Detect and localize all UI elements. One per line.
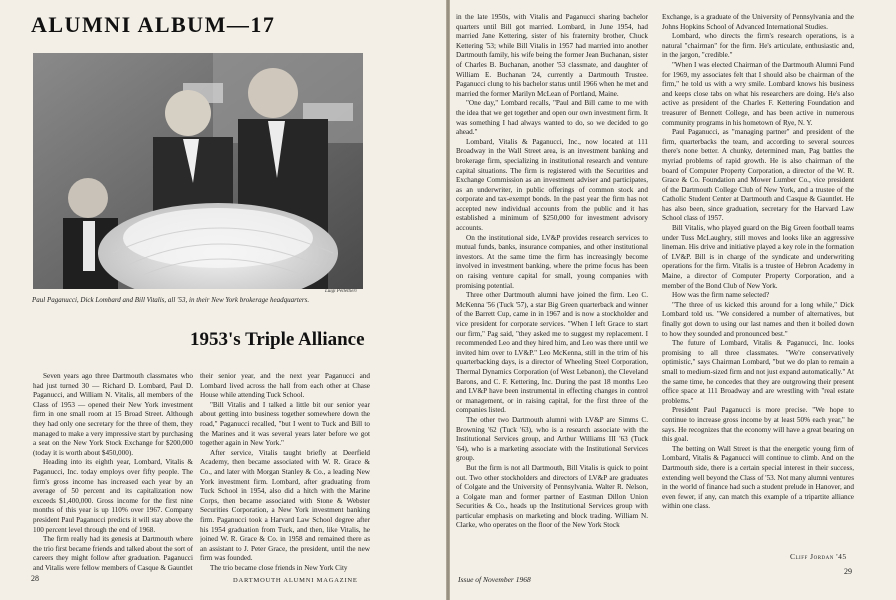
photo-credit: Luigi Pellettieri [325, 289, 357, 294]
issue-date: Issue of November 1968 [458, 575, 531, 584]
paragraph: After service, Vitalis taught briefly at Deerfield Academy, then became associated with W. R. Grace & Co., and later with Morgan Stanley & Co., a leading New York investment firm. Lombard, after graduating from Tuck School in 1954, also did a hitch with the Marine Corps, then became associated with Stone & Webster Securities Corporation, a New York investment banking firm. Paganucci took a Harvard Law School degree after his 1954 graduation from Tuck, and then, like Vitalis, he joined W. R. Grace & Co. in 1958 and remained there as an assistant to J. Peter Grace, the president, until the new firm was founded. [200, 448, 370, 563]
paragraph: The betting on Wall Street is that the energetic young firm of Lombard, Vitalis & Paganucci will continue to climb. And on the Dartmouth side, there is a certain special interest in their success, extending well beyond the Class of '53. Not many alumni ventures in the world of finance had such a student prelude in Hanover, and even fewer, if any, can match this example of a tripartite alliance within one class. [662, 444, 854, 511]
paragraph: The trio became close friends in New York City [210, 563, 348, 572]
right-page [450, 0, 896, 600]
article-photo [33, 53, 363, 289]
paragraph: On the institutional side, LV&P provides research services to mutual funds, banks, insurance companies, and other institutional investors. At the same time the firm has increasingly become involved in investment banking, where the prime focus has been on raising venture capital for small, young companies with promising potential. [456, 233, 648, 290]
paragraph: Three other Dartmouth alumni have joined the firm. Leo C. McKenna '56 (Tuck '57), a star Big Green quarterback and winner of the Barrett Cup, came in in 1967 and is now a stockholder and vice president for corporate services. "When I left Grace to start our firm," Pag said, "they asked me to suggest my replacement. I recommended Leo and they hired him, and Leo was there until we invited him over to LV&P." Leo McKenna, still in the trim of his quarterbacking days, is a director of Wheeling Steel Corporation, Thermal Dynamics Corporation (of West Lebanon), the Cleveland Barons, and C. F. Kettering, Inc. During the past 18 months Leo and LV&P have been instrumental in effecting changes in control or management, or in raising capital, for the first three of the companies listed. [456, 291, 648, 415]
photo-illustration [33, 53, 363, 289]
paragraph: Exchange, is a graduate of the University of Pennsylvania and the Johns Hopkins School of Advanced International Studies. [662, 13, 854, 31]
photo-caption: Paul Paganucci, Dick Lombard and Bill Vitalis, all '53, in their New York brokerage headquarters. [32, 296, 310, 304]
paragraph: Lombard, Vitalis & Paganucci, Inc., now located at 111 Broadway in the Wall Street area, is an investment banking and brokerage firm, specializing in institutional research and venture capital situations. The firm is registered with the Securities and Exchange Commission as an investment adviser and participates, as an underwriter, in public offerings of common stock and corporate and tax-exempt bonds. In the past year the firm has not accepted new individual accounts from the public and it has established a minimum of $250,000 for investment advisory accounts. [456, 137, 648, 233]
left-page [0, 0, 446, 600]
paragraph: The firm really had its genesis at Dartmouth where the trio first became friends and talked about the sort of careers they might follow after graduation. Paganucci and Vitalis were fellow members of Casque & Gauntlet [33, 535, 193, 572]
left-column-2 [200, 372, 370, 586]
paragraph: The future of Lombard, Vitalis & Paganucci, Inc. looks promising to all three classmates. "We're conservatively optimistic," says Chairman Lombard, "but we do plan to remain a small to medium-sized firm and not just expand automatically." At the same time, he concedes that they are outgrowing their present office space at 111 Broadway and are wrestling with "real estate problems." [662, 339, 854, 405]
paragraph: Lombard, who directs the firm's research operations, is a natural "chairman" for the firm. He's articulate, enthusiastic and, in the jargon, "credible." [662, 32, 854, 60]
article-title: 1953's Triple Alliance [190, 329, 365, 350]
paragraph: Bill Vitalis, who played guard on the Big Green football teams under Tuss McLaughry, still moves and looks like an aggressive lineman. His drive and initiative played a key role in the formation of LV&P. Bill is in charge of the syndicate and underwriting operations for the firm. Vitalis is a trustee of Hebron Academy in Maine, a director of Computer Property Corporation, and a member of the Bond Club of New York. [662, 224, 854, 290]
paragraph: "The three of us kicked this around for a long while," Dick Lombard told us. "We considered a number of alternatives, but finally got down to using our last names and then it boiled down to how they sounded and pronounced best." [662, 300, 854, 338]
paragraph: Seven years ago three Dartmouth classmates who had just turned 30 — Richard D. Lombard, Paul D. Paganucci, and William N. Vitalis, all members of the Class of 1953 — opened their New York investment firm in one small room at 15 Broad Street. Although they had only one secretary for the three of them, they managed to make a very impressive start by purchasing a seat on the New York Stock Exchange for $200,000 (today it is worth about $450,000). [33, 372, 193, 457]
paragraph: Heading into its eighth year, Lombard, Vitalis & Paganucci, Inc. today employs over fifty people. The firm's gross income has increased each year by an average of 50 percent and its capitalization now exceeds $1,400,000. Gross income for the first nine months of this year is up 110% over 1967. Company president Paul Paganucci predicts it will stay above the 100 percent level through the end of 1968. [33, 458, 193, 534]
section-title: ALUMNI ALBUM—17 [31, 12, 276, 37]
left-column-1 [33, 372, 193, 586]
paragraph: Paul Paganucci, as "managing partner" and president of the firm, quarterbacks the team, and according to several sources there's none better. A chunky, determined man, Pag battles the myriad problems of rapid growth. He is also chairman of the board of Computer Property Corporation, a director of the W. R. Grace & Co. Foundation and Mower Lumber Co., vice president of the Dartmouth College Club of New York, and a trustee of the Catholic Student Center at Dartmouth and Casque & Gauntlet. He has also been, since graduation, secretary for the Harvard Law School class of 1957. [662, 128, 854, 223]
right-column-1 [456, 13, 648, 568]
paragraph: How was the firm name selected? [672, 291, 770, 300]
paragraph: "Bill Vitalis and I talked a little bit our senior year about getting into business together somewhere down the road," Paganucci recalled, "but I went to Tuck and Bill to the Marines and it was several years later before we got together again in New York." [200, 400, 370, 448]
paragraph: "One day," Lombard recalls, "Paul and Bill came to me with the idea that we get together and open our own investment firm. It was something I had always wanted to do, so we decided to go ahead." [456, 99, 648, 137]
paragraph: President Paul Paganucci is more precise. "We hope to continue to increase gross income by at least 50% each year," he says. He recognizes that the economy will have a great bearing on this goal. [662, 406, 854, 444]
magazine-name: DARTMOUTH ALUMNI MAGAZINE [233, 577, 358, 584]
paragraph: The other two Dartmouth alumni with LV&P are Simms C. Browning '62 (Tuck '63), who is a research associate with the Institutional Services group, and Arthur Williams III '63 (Tuck '64), who is a marketing associate with the Institutional Services group. [456, 415, 648, 463]
left-page-number: 28 [31, 574, 39, 583]
right-column-2 [662, 13, 854, 568]
paragraph: in the late 1950s, with Vitalis and Paganucci sharing bachelor quarters until Bill got married. Lombard, in June 1954, had married Jane Kettering, sister of his fraternity brother, Chuck Kettering '53; while Bill Vitalis in 1957 had married into another Dartmouth family, his wife being the former Jean Buchanan, sister of Charles B. Buchanan, another '53 classmate, and daughter of William E. Buchanan '24, currently a Dartmouth Trustee. Paganucci clung to his bachelor status until 1966 when he met and married the former Marilyn McLean of Portland, Maine. [456, 13, 648, 98]
paragraph: But the firm is not all Dartmouth, Bill Vitalis is quick to point out. Two other stockholders and directors of LV&P are graduates of Colgate and the University of Pennsylvania. Walter R. Nelson, a Colgate man and former partner of Eastman Dillon Union Securities & Co., heads up the Institutional Services group with particular emphasis on marketing and block trading. William N. Clarke, who operates on the floor of the New York Stock [456, 463, 648, 530]
right-page-number: 29 [844, 567, 852, 576]
author-signature: Cliff Jordan '45 [790, 552, 847, 561]
paragraph: their senior year, and the next year Paganucci and Lombard lived across the hall from each other at Chase House while attending Tuck School. [200, 372, 370, 400]
paragraph: "When I was elected Chairman of the Dartmouth Alumni Fund for 1969, my associates felt that I should also be chairman of the firm," he told us with a wry smile. Lombard knows his business and keeps close tabs on what his researchers are doing. He's also active as president of the Charles F. Kettering Foundation and treasurer of Bennett College, and has been active in numerous community programs in his hometown of Rye, N. Y. [662, 60, 854, 127]
